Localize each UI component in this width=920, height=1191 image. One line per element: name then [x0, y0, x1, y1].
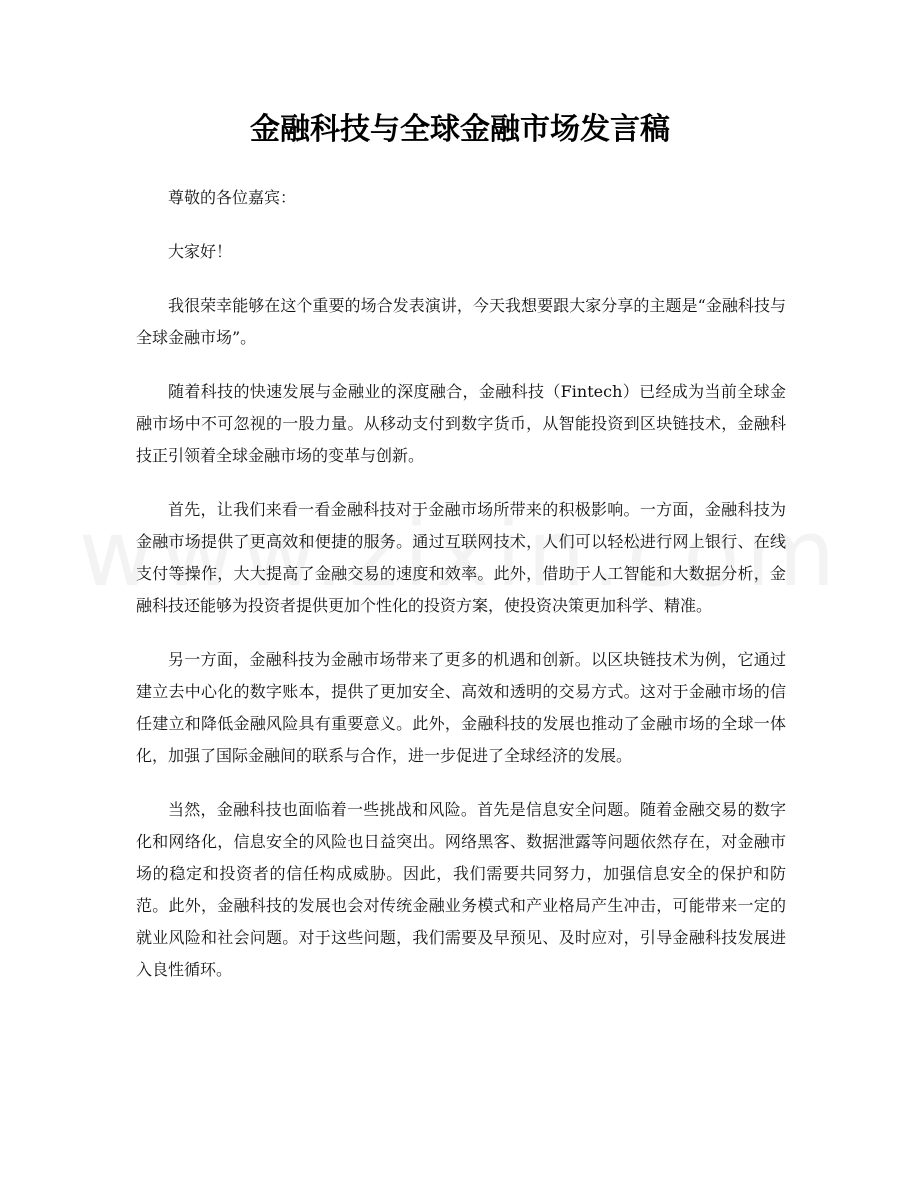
paragraph-background: 随着科技的快速发展与金融业的深度融合，金融科技（Fintech）已经成为当前全球金融市场中不可忽视的一股力量。从移动支付到数字货币，从智能投资到区块链技术，金融科技正引领着全球金融市场的变革与创新。 [136, 382, 786, 465]
page-title: 金融科技与全球金融市场发言稿 [250, 112, 670, 147]
salutation: 尊敬的各位嘉宾： [168, 188, 297, 207]
paragraph-opportunities: 另一方面，金融科技为金融市场带来了更多的机遇和创新。以区块链技术为例，它通过建立去中心化的数字账本，提供了更加安全、高效和透明的交易方式。这对于金融市场的信任建立和降低金融风险具有重要意义。此外，金融科技的发展也推动了金融市场的全球一体化，加强了国际金融间的联系与合作，进一步促进了全球经济的发展。 [136, 650, 786, 765]
greeting: 大家好！ [168, 242, 233, 261]
paragraph-intro: 我很荣幸能够在这个重要的场合发表演讲，今天我想要跟大家分享的主题是“金融科技与全球金融市场”。 [136, 296, 786, 347]
paragraph-positive-impact: 首先，让我们来看一看金融科技对于金融市场所带来的积极影响。一方面，金融科技为金融市场提供了更高效和便捷的服务。通过互联网技术，人们可以轻松进行网上银行、在线支付等操作，大大提高了金融交易的速度和效率。此外，借助于人工智能和大数据分析，金融科技还能够为投资者提供更加个性化的投资方案，使投资决策更加科学、精准。 [136, 500, 786, 615]
document-body [136, 182, 786, 1008]
paragraph-challenges: 当然，金融科技也面临着一些挑战和风险。首先是信息安全问题。随着金融交易的数字化和网络化，信息安全的风险也日益突出。网络黑客、数据泄露等问题依然存在，对金融市场的稳定和投资者的信任构成威胁。因此，我们需要共同努力，加强信息安全的保护和防范。此外，金融科技的发展也会对传统金融业务模式和产业格局产生冲击，可能带来一定的就业风险和社会问题。对于这些问题，我们需要及早预见、及时应对，引导金融科技发展进入良性循环。 [136, 800, 786, 979]
